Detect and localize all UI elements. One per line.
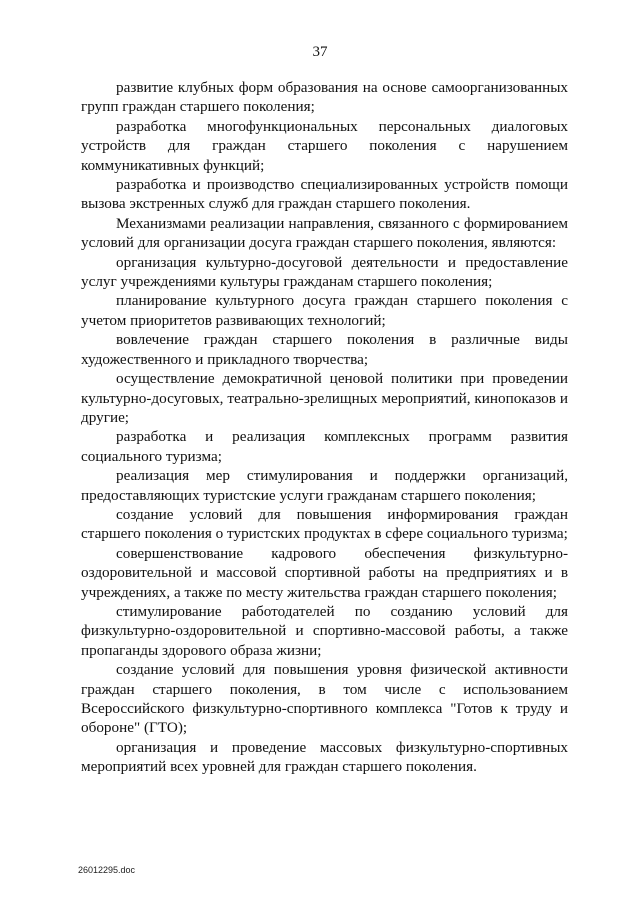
paragraph: создание условий для повышения уровня физической активности граждан старшего поколения, в том числе с использованием Всероссийского физкультурно-спортивного комплекса "Готов к труду и обороне" (ГТО); (81, 661, 568, 737)
paragraph: совершенствование кадрового обеспечения физкультурно-оздоровительной и массовой спортивной работы на предприятиях и в учреждениях, а также по месту жительства граждан старшего поколения; (81, 544, 568, 601)
paragraph: Механизмами реализации направления, связанного с формированием условий для организации досуга граждан старшего поколения, являются: (81, 214, 568, 252)
paragraph: разработка и производство специализированных устройств помощи вызова экстренных служб для граждан старшего поколения. (81, 176, 568, 213)
paragraph: реализация мер стимулирования и поддержки организаций, предоставляющих туристские услуги гражданам старшего поколения; (81, 467, 568, 504)
paragraph: разработка и реализация комплексных программ развития социального туризма; (81, 428, 568, 465)
paragraph: стимулирование работодателей по созданию условий для физкультурно-оздоровительной и спортивно-массовой работы, а также пропаганды здорового образа жизни; (81, 602, 568, 659)
file-name-footer: 26012295.doc (78, 865, 136, 875)
paragraph: развитие клубных форм образования на основе самоорганизованных групп граждан старшего поколения; (81, 79, 568, 116)
paragraph: разработка многофункциональных персональных диалоговых устройств для граждан старшего поколения с нарушением коммуникативных функций; (81, 117, 568, 174)
page-number: 37 (312, 44, 328, 60)
paragraph: планирование культурного досуга граждан старшего поколения с учетом приоритетов развивающих технологий; (81, 292, 568, 329)
paragraph: организация и проведение массовых физкультурно-спортивных мероприятий всех уровней для граждан старшего поколения. (81, 738, 568, 776)
document-body (81, 78, 568, 777)
paragraph: осуществление демократичной ценовой политики при проведении культурно-досуговых, театрально-зрелищных мероприятий, кинопоказов и другие; (81, 370, 568, 426)
paragraph: вовлечение граждан старшего поколения в различные виды художественного и прикладного творчества; (81, 331, 568, 368)
paragraph: организация культурно-досуговой деятельности и предоставление услуг учреждениями культуры гражданам старшего поколения; (81, 253, 568, 291)
paragraph: создание условий для повышения информирования граждан старшего поколения о туристских продуктах в сфере социального туризма; (81, 505, 568, 543)
